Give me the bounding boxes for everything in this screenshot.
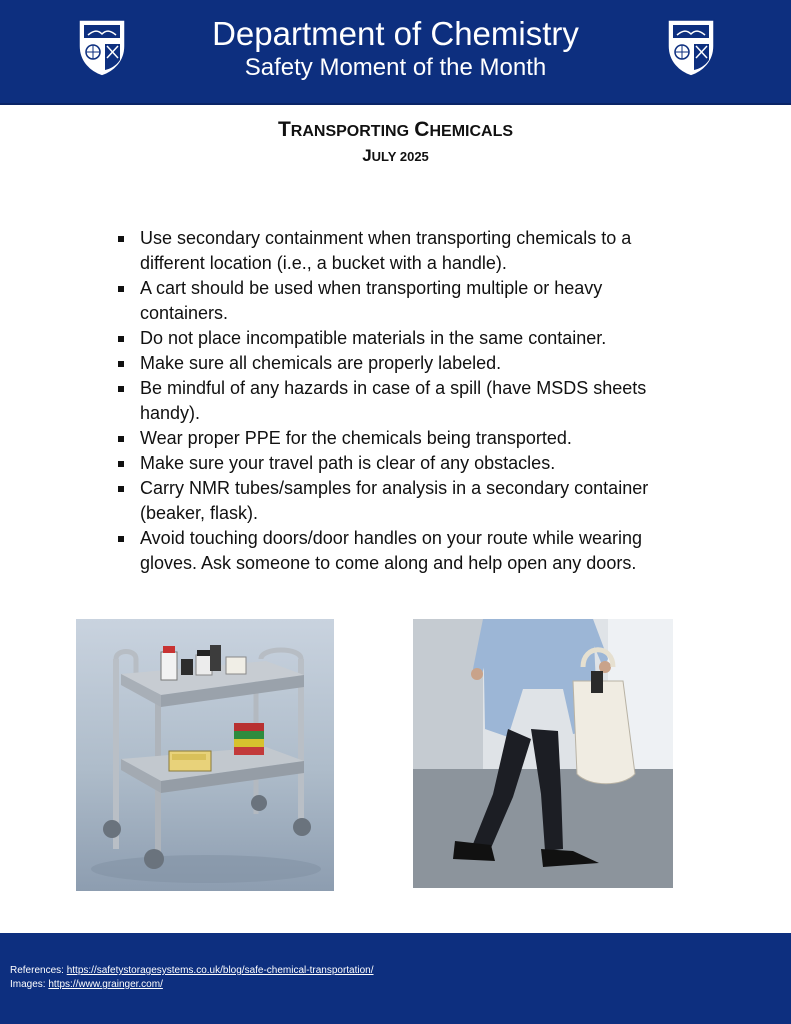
bullet-square-icon [118,536,124,542]
list-item [118,376,678,426]
bottle-carrier-photo [413,619,673,888]
title-word-2: HEMICALS [429,123,514,140]
images-label: Images: [10,979,49,990]
list-item-text: Do not place incompatible materials in the same container. [140,328,607,348]
list-item-text: Make sure all chemicals are properly labeled. [140,353,502,373]
bullet-square-icon [118,436,124,442]
date-initial: J [362,146,372,165]
list-item [118,476,678,526]
title-word-1: RANSPORTING [290,123,410,140]
list-item-text: Be mindful of any hazards in case of a spill (have MSDS sheets handy). [140,378,647,423]
list-item-text: Use secondary containment when transporting chemicals to a different location (i.e., a bucket with a handle). [140,228,632,273]
bullet-square-icon [118,236,124,242]
header-title: Department of Chemistry [212,15,579,52]
university-shield-icon [665,16,717,78]
date-rest: ULY 2025 [371,149,429,164]
bullet-square-icon [118,386,124,392]
list-item-text: Wear proper PPE for the chemicals being transported. [140,428,572,448]
page-title [0,118,791,142]
header-subtitle: Safety Moment of the Month [244,54,547,81]
list-item [118,326,678,351]
lab-cart-photo [76,619,334,891]
references-line [10,965,374,976]
footer-band [0,933,791,1024]
images-line [10,979,163,990]
title-initial-1: T [277,118,291,141]
references-link[interactable]: https://safetystoragesystems.co.uk/blog/safe-chemical-transportation/ [66,965,374,976]
list-item-text: Avoid touching doors/door handles on your route while wearing gloves. Ask someone to come along and help open any doors. [140,528,642,573]
header-band [0,0,791,105]
list-item-text: Make sure your travel path is clear of any obstacles. [140,453,556,473]
list-item-text: A cart should be used when transporting multiple or heavy containers. [140,278,603,323]
images-link[interactable]: https://www.grainger.com/ [48,979,163,990]
list-item [118,276,678,326]
list-item [118,426,678,451]
list-item [118,226,678,276]
bullet-square-icon [118,336,124,342]
list-item [118,351,678,376]
list-item-text: Carry NMR tubes/samples for analysis in a secondary container (beaker, flask). [140,478,649,523]
list-item [118,526,678,576]
title-initial-2: C [414,118,430,141]
references-label: References: [10,965,67,976]
bullet-square-icon [118,361,124,367]
bullet-square-icon [118,286,124,292]
list-item [118,451,678,476]
bullet-square-icon [118,486,124,492]
bullet-square-icon [118,461,124,467]
safety-bullet-list [118,226,678,576]
page-date [0,146,791,166]
